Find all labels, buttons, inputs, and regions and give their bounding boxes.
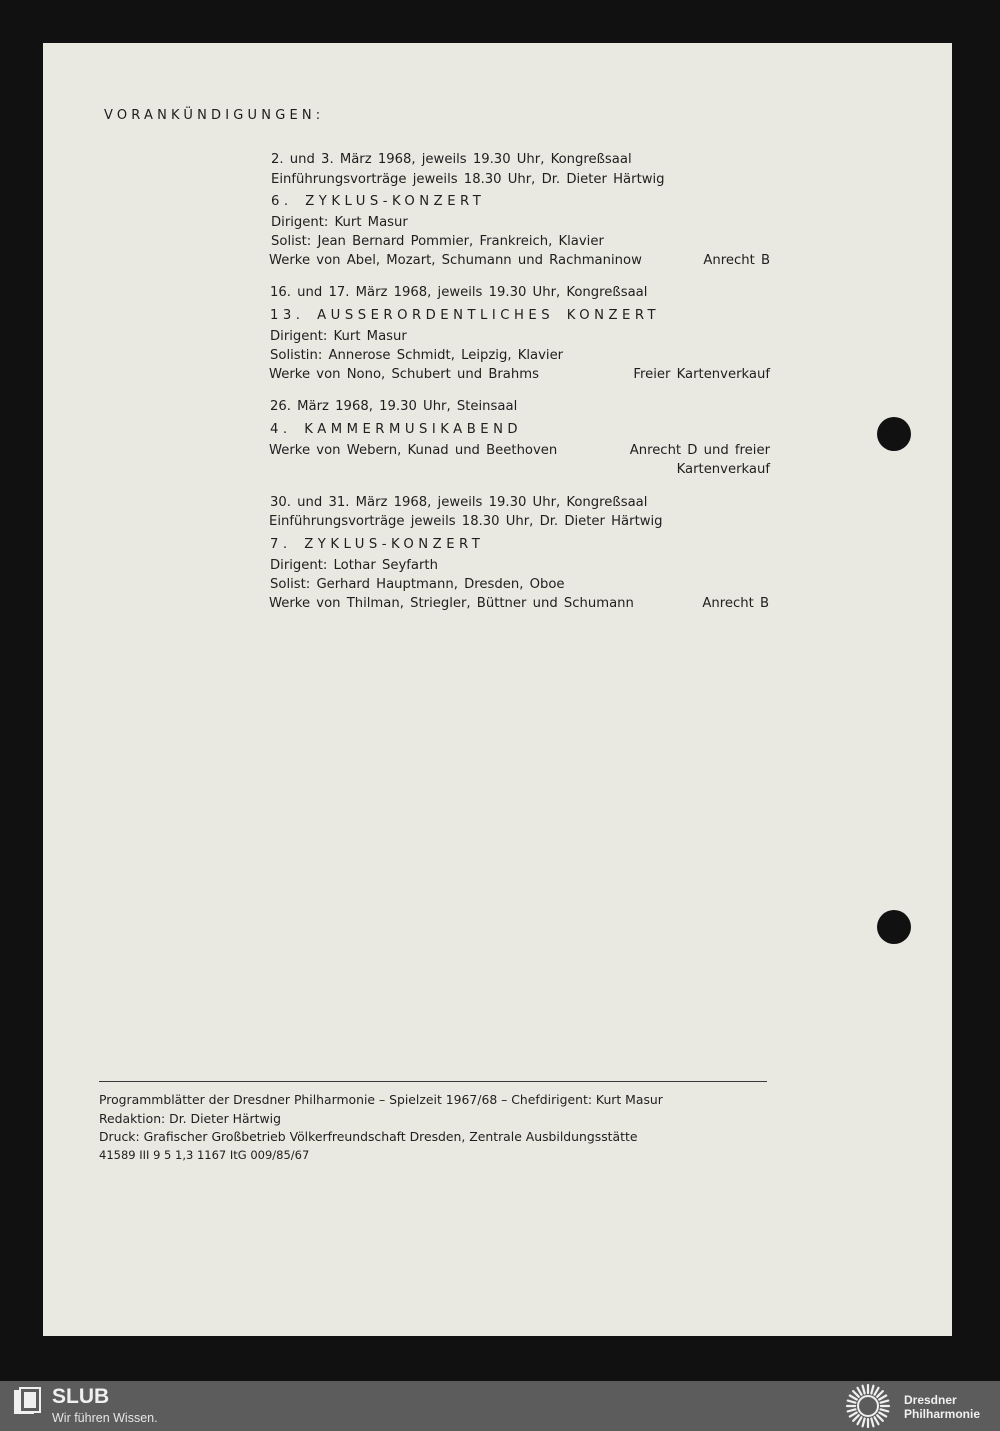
event-4-conductor: Dirigent: Lothar Seyfarth xyxy=(270,558,438,573)
event-3-date: 26. März 1968, 19.30 Uhr, Steinsaal xyxy=(270,399,518,414)
partner-name-line-2: Philharmonie xyxy=(904,1407,981,1421)
event-4-ticket: Anrecht B xyxy=(702,596,769,611)
punch-hole-lower xyxy=(877,910,911,944)
partner-name-line-1: Dresdner xyxy=(904,1393,957,1407)
event-4-title: 7. ZYKLUS-KONZERT xyxy=(270,537,485,552)
event-1-works: Werke von Abel, Mozart, Schumann und Rachmaninow xyxy=(269,253,642,268)
footer-print-codes: 41589 III 9 5 1,3 1167 ItG 009/85/67 xyxy=(99,1148,310,1162)
event-3-title: 4. KAMMERMUSIKABEND xyxy=(270,422,523,437)
footer-printer: Druck: Grafischer Großbetrieb Völkerfreundschaft Dresden, Zentrale Ausbildungsstätte xyxy=(99,1129,638,1144)
page-heading: VORANKÜNDIGUNGEN: xyxy=(104,108,325,123)
event-4-works: Werke von Thilman, Striegler, Büttner und Schumann xyxy=(269,596,634,611)
event-3-works: Werke von Webern, Kunad und Beethoven xyxy=(269,443,558,458)
punch-hole-upper xyxy=(877,417,911,451)
slub-tagline: Wir führen Wissen. xyxy=(52,1411,158,1425)
bottom-bar xyxy=(0,1381,1000,1431)
event-2-conductor: Dirigent: Kurt Masur xyxy=(270,329,407,344)
event-1-soloist: Solist: Jean Bernard Pommier, Frankreich, Klavier xyxy=(271,234,604,249)
slub-book-icon xyxy=(12,1386,42,1416)
event-1-title: 6. ZYKLUS-KONZERT xyxy=(271,194,486,209)
event-4-soloist: Solist: Gerhard Hauptmann, Dresden, Oboe xyxy=(270,577,565,592)
event-2-ticket: Freier Kartenverkauf xyxy=(633,367,770,382)
event-2-title: 13. AUSSERORDENTLICHES KONZERT xyxy=(270,308,661,323)
footer-publication: Programmblätter der Dresdner Philharmonie – Spielzeit 1967/68 – Chefdirigent: Kurt Masur xyxy=(99,1092,663,1107)
event-2-soloist: Solistin: Annerose Schmidt, Leipzig, Klavier xyxy=(270,348,564,363)
event-1-intro: Einführungsvorträge jeweils 18.30 Uhr, Dr. Dieter Härtwig xyxy=(271,172,665,187)
event-1-date: 2. und 3. März 1968, jeweils 19.30 Uhr, Kongreßsaal xyxy=(271,152,632,167)
event-1-conductor: Dirigent: Kurt Masur xyxy=(271,215,408,230)
event-4-date: 30. und 31. März 1968, jeweils 19.30 Uhr, Kongreßsaal xyxy=(270,495,648,510)
event-2-date: 16. und 17. März 1968, jeweils 19.30 Uhr, Kongreßsaal xyxy=(270,285,648,300)
event-2-works: Werke von Nono, Schubert und Brahms xyxy=(269,367,539,382)
footer-editor: Redaktion: Dr. Dieter Härtwig xyxy=(99,1111,281,1126)
event-3-ticket: Anrecht D und freier xyxy=(629,443,770,458)
event-1-ticket: Anrecht B xyxy=(703,253,770,268)
slub-name: SLUB xyxy=(52,1385,110,1408)
footer-divider xyxy=(99,1081,767,1082)
event-3-ticket-continued: Kartenverkauf xyxy=(676,462,770,477)
event-4-intro: Einführungsvorträge jeweils 18.30 Uhr, Dr. Dieter Härtwig xyxy=(269,514,663,529)
dresdner-philharmonie-sunburst-icon xyxy=(842,1383,894,1429)
